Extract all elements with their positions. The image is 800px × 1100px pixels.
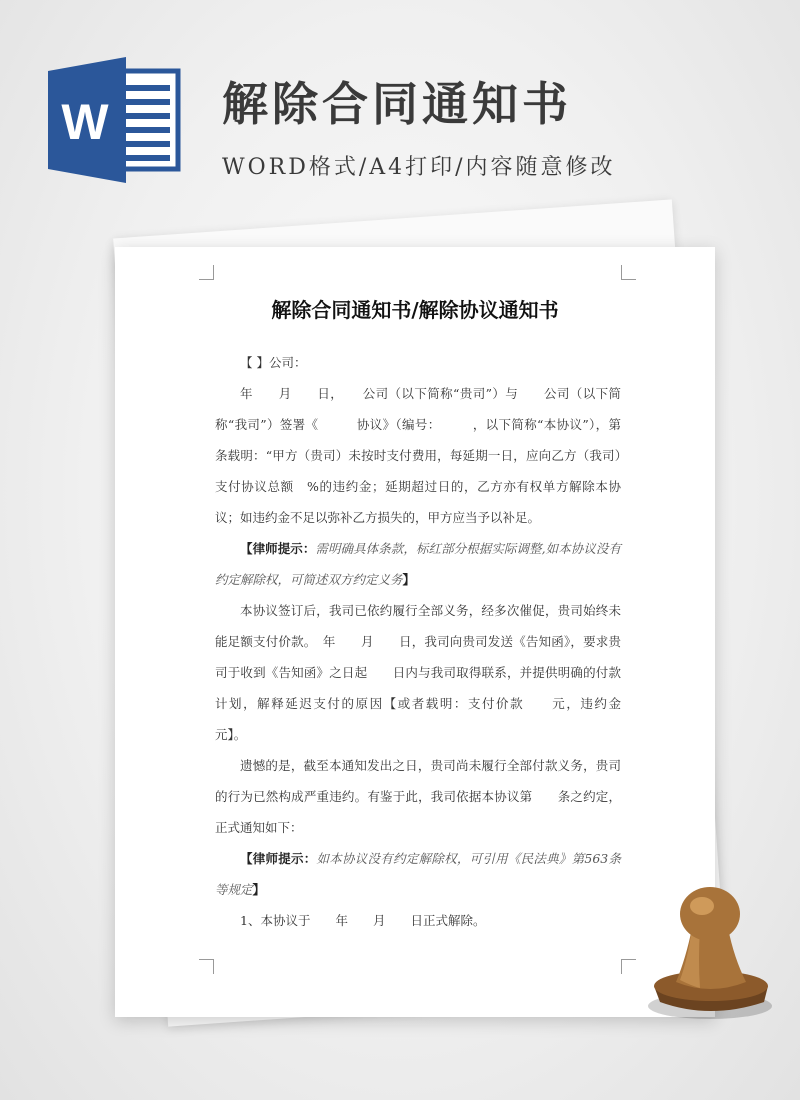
word-logo-letter: W xyxy=(61,94,109,150)
paragraph-1: 年 月 日， 公司（以下简称“贵司”）与 公司（以下简称“我司”）签署《 协议》（编号： ，以下简称“本协议”），第 条载明：“甲方（贵司）未按时支付费用，每延期一日，应向乙方（我司）支付协议总额 %的违约金；延期超过日的，乙方亦有权单方解除本协议；如违约金不足以弥补乙方损失的，甲方应当予以补足。 xyxy=(215,386,647,525)
corner-mark-bottom-left xyxy=(199,959,214,974)
addressee-line: 【 】公司： xyxy=(240,355,307,370)
lawyer-note-1 xyxy=(215,533,621,595)
lawyer-note-close: 】 xyxy=(252,882,266,897)
paragraph-2 xyxy=(215,595,646,750)
paragraph-2-end: 。 xyxy=(233,727,247,742)
document-title: 解除合同通知书/解除协议通知书 xyxy=(271,298,559,322)
lawyer-note-text: 如本协议没有约定解除权，可引用《民法典》第563条等规定 xyxy=(215,851,621,897)
paragraph-2-note: 【或者载明：支付价款 元，违约金 元】 xyxy=(215,696,646,742)
page-title: 解除合同通知书 xyxy=(222,77,572,131)
lawyer-note-label: 【律师提示： xyxy=(240,851,317,866)
lawyer-note-label: 【律师提示： xyxy=(240,541,316,556)
lawyer-note-text: 需明确具体条款，标红部分根据实际调整,如本协议没有约定解除权，可简述双方约定义务 xyxy=(215,541,621,587)
lawyer-note-close: 】 xyxy=(402,572,416,587)
corner-mark-top-left xyxy=(199,265,214,280)
paragraph-2-text: 本协议签订后，我司已依约履行全部义务，经多次催促，贵司始终未能足额支付价款。 年 月 日，我司向贵司发送《告知函》，要求贵司于收到《告知函》之日起 日内与我司取得联系，并提供明确的付款计划，解释延迟支付的原因 xyxy=(215,603,621,711)
document-body xyxy=(215,347,647,936)
document-page xyxy=(115,247,715,1017)
corner-mark-bottom-right xyxy=(621,959,636,974)
paragraph-3: 遗憾的是，截至本通知发出之日，贵司尚未履行全部付款义务，贵司的行为已然构成严重违约。有鉴于此，我司依据本协议第 条之约定，正式通知如下： xyxy=(215,758,621,835)
page-subtitle: WORD格式/A4打印/内容随意修改 xyxy=(222,155,616,180)
list-item-1: 1、本协议于 年 月 日正式解除。 xyxy=(240,913,486,928)
corner-mark-top-right xyxy=(621,265,636,280)
word-logo-icon xyxy=(48,57,181,183)
lawyer-note-2 xyxy=(215,843,621,905)
rubber-stamp-icon xyxy=(640,878,780,1028)
